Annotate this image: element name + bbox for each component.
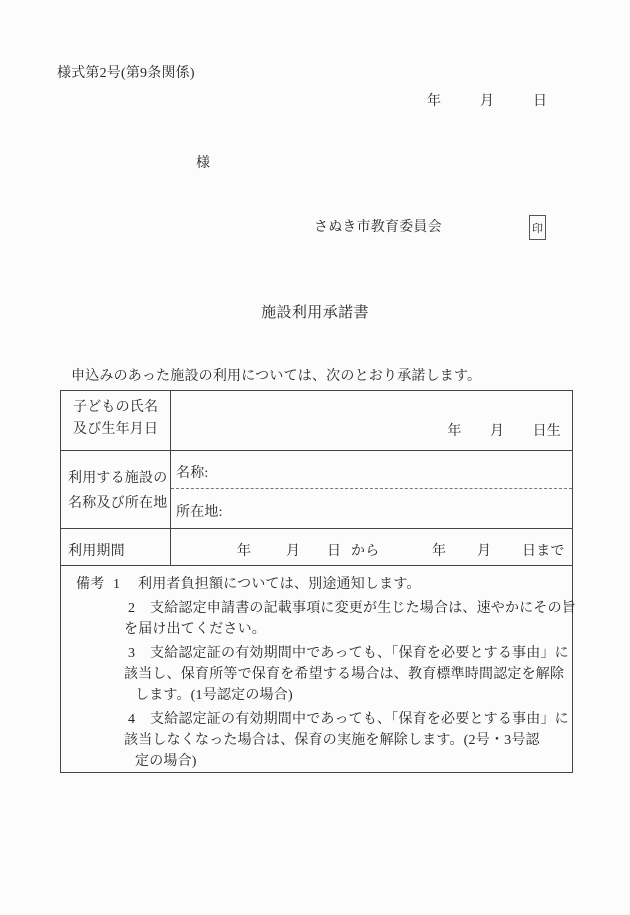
remark-item-text: 利用者負担額については、別途通知します。 [138, 577, 421, 592]
remark-item-number: 2 [128, 601, 136, 616]
form-table [60, 390, 576, 773]
remark-line [61, 619, 572, 640]
remark-line [61, 574, 572, 595]
period-field [171, 529, 572, 565]
remark-item-number: 4 [128, 712, 136, 727]
document-title: 施設利用承諾書 [261, 305, 369, 321]
facility-address-label: 所在地: [176, 505, 223, 520]
period-end-day-label: 日まで [522, 544, 565, 559]
child-name-field [171, 391, 572, 450]
facility-row-label-line1: 利用する施設の [68, 471, 168, 486]
facility-fields [171, 451, 572, 528]
period-row [61, 529, 572, 566]
period-start-year-label: 年 [237, 544, 252, 559]
remark-line [61, 598, 576, 619]
facility-name-field [171, 451, 572, 489]
remark-line [61, 730, 572, 751]
remark-item-text: 該当しなくなった場合は、保育の実施を解除します。(2号・3号認 [124, 733, 540, 748]
remark-line [61, 751, 572, 772]
facility-address-field [171, 489, 572, 528]
remark-item-text: 支給認定証の有効期間中であっても、「保育を必要とする事由」に [150, 712, 569, 727]
remark-item-text: を届け出てください。 [124, 622, 266, 637]
birthdate-suffix: 年 月 日生 [447, 424, 561, 439]
facility-row-label [61, 451, 171, 528]
child-row-label [61, 391, 171, 450]
seal-label: 印 [532, 222, 543, 235]
facility-name-label: 名称: [176, 466, 209, 481]
remark-item-text: 該当し、保育所等で保育を希望する場合は、教育標準時間認定を解除 [124, 667, 565, 682]
remark-item-text: 定の場合) [135, 754, 197, 769]
period-start-month-label: 月 [286, 544, 301, 559]
date-month-label: 月 [480, 94, 495, 109]
form-number: 様式第2号(第9条関係) [57, 66, 195, 81]
facility-row-label-line2: 名称及び所在地 [68, 496, 168, 511]
remark-item-text: 支給認定証の有効期間中であっても、「保育を必要とする事由」に [150, 646, 569, 661]
remark-item-text: 支給認定申請書の記載事項に変更が生じた場合は、速やかにその旨 [150, 601, 576, 616]
period-end-year-label: 年 [432, 544, 447, 559]
remark-line [61, 685, 572, 706]
date-day-label: 日 [533, 94, 548, 109]
addressee-honorific: 様 [196, 156, 211, 171]
date-year-label: 年 [427, 94, 442, 109]
intro-text: 申込みのあった施設の利用については、次のとおり承諾します。 [71, 369, 482, 384]
period-from-label: から [351, 544, 380, 559]
remarks-section [61, 566, 576, 772]
remark-item-number: 3 [128, 646, 136, 661]
child-row [61, 391, 572, 451]
period-end-month-label: 月 [477, 544, 492, 559]
remarks-label: 備考 [76, 577, 105, 592]
child-row-label-line1: 子どもの氏名 [73, 400, 159, 415]
remark-line [61, 664, 572, 685]
remark-item-text: します。(1号認定の場合) [135, 688, 293, 703]
seal-box [529, 215, 546, 240]
child-row-label-line2: 及び生年月日 [73, 422, 159, 437]
date-line [0, 90, 630, 108]
issuer-name: さぬき市教育委員会 [314, 220, 442, 235]
remark-item-number: 1 [113, 577, 121, 592]
period-row-label: 利用期間 [61, 529, 171, 565]
remark-line [61, 643, 572, 664]
remark-line [61, 709, 572, 730]
period-start-day-label: 日 [327, 544, 342, 559]
facility-row [61, 451, 572, 529]
